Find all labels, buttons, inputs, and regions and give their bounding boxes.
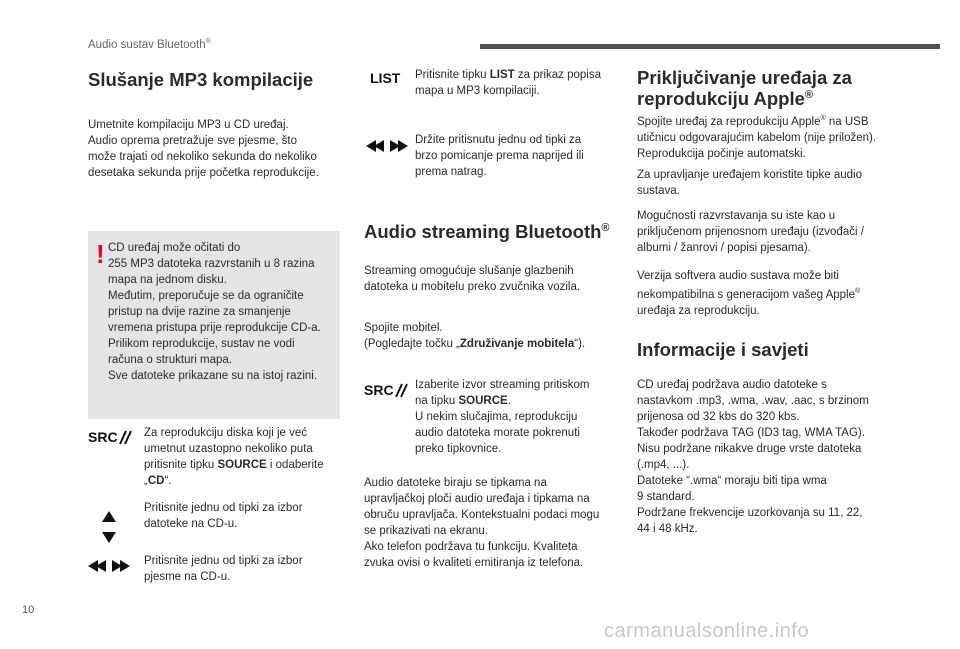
heading-bluetooth-streaming: Audio streaming Bluetooth®	[364, 221, 610, 243]
mp3-intro: Umetnite kompilaciju MP3 u CD uređaj. Audio oprema pretražuje sve pjesme, što može trajati od nekoliko sekunda do nekoliko desetaka sekunda prije početka reprodukcije.	[88, 119, 319, 179]
header-bar	[480, 44, 940, 49]
list-button-icon: LIST	[370, 70, 401, 86]
apple-p2: Za upravljanje uređajem koristite tipke audio sustava.	[637, 169, 863, 197]
hold-text: Držite pritisnutu jednu od tipki za brzo pomicanje prema naprijed ili prema natrag.	[415, 134, 584, 178]
src-button-icon-label: SRC	[364, 382, 394, 398]
updown-text: Pritisnite jednu od tipki za izbor datoteke na CD-u.	[144, 502, 303, 530]
heading-info: Informacije i savjeti	[637, 339, 809, 360]
left-right-arrows-icon	[88, 559, 130, 577]
list-text: Pritisnite tipku LIST za prikaz popisa mapa u MP3 kompilaciji.	[415, 69, 601, 97]
streaming-text: Streaming omogućuje slušanje glazbenih datoteka u mobitelu preko zvučnika vozila.	[364, 265, 581, 293]
heading-apple: Priključivanje uređaja za reprodukciju Apple®	[637, 67, 852, 109]
apple-p1: Spojite uređaj za reprodukciju Apple® na USB utičnicu odgovarajućim kabelom (nije priložen). Reprodukcija počinje automatski.	[637, 115, 877, 160]
warning-box	[88, 231, 340, 419]
connect-text: Spojite mobitel. (Pogledajte točku „Združivanje mobitela“).	[364, 322, 586, 350]
leftright-text: Pritisnite jednu od tipki za izbor pjesme na CD-u.	[144, 555, 303, 583]
watermark: carmanualsonline.info	[604, 620, 810, 642]
apple-p4: Verzija softvera audio sustava može biti nekompatibilna s generacijom vašeg Apple® uređaja za reprodukciju.	[637, 270, 861, 317]
running-header: Audio sustav Bluetooth®	[88, 38, 211, 51]
heading-mp3: Slušanje MP3 kompilacije	[88, 69, 314, 90]
warning-text: CD uređaj može očitati do 255 MP3 datoteka razvrstanih u 8 razina mapa na jednom disku. Međutim, preporučuje se da ograničite pristup na dvije razine za smanjenje vremena pristupa prije reprodukcije CD-a. Prilikom reprodukcije, sustav ne vodi računa o strukturi mapa. Sve datoteke prikazane su na istoj razini.	[108, 242, 321, 382]
src-text-streaming: Izaberite izvor streaming pritiskom na tipku SOURCE. U nekim slučajima, reprodukciju audio datoteka morate pokrenuti preko tipkovnice.	[415, 379, 590, 455]
info-text: CD uređaj podržava audio datoteke s nastavkom .mp3, .wma, .wav, .aac, s brzinom prijenosa od 32 kbs do 320 kbs. Također podržava TAG (ID3 tag, WMA TAG). Nisu podržane nikakve druge vrste datoteka (.mp4, ...). Datoteke “.wma“ moraju biti tipa wma 9 standard. Podržane frekvencije uzorkovanja su 11, 22, 44 i 48 kHz.	[637, 379, 869, 535]
streaming-closing-text: Audio datoteke biraju se tipkama na upravljačkoj ploči audio uređaja i tipkama na obruču upravljača. Kontekstualni podaci mogu se prikazivati na ekranu. Ako telefon podržava tu funkciju. Kvaliteta zvuka ovisi o kvaliteti emitiranja iz telefona.	[364, 477, 600, 569]
src-text-cd: Za reprodukciju diska koji je već umetnut uzastopno nekoliko puta pritisnite tipku SOURCE i odaberite „CD“.	[144, 427, 324, 487]
up-down-arrows-icon	[102, 511, 116, 548]
src-button-icon	[364, 381, 408, 404]
apple-p3: Mogućnosti razvrstavanja su iste kao u priključenom prijenosnom uređaju (izvođači / albumi / žanrovi / popisi pjesama).	[637, 210, 864, 254]
warning-icon: !	[96, 239, 105, 269]
src-button-icon-label: SRC	[88, 429, 118, 445]
src-button-icon	[88, 428, 132, 451]
page-number: 10	[22, 604, 35, 616]
fast-forward-rewind-icon	[366, 139, 408, 157]
